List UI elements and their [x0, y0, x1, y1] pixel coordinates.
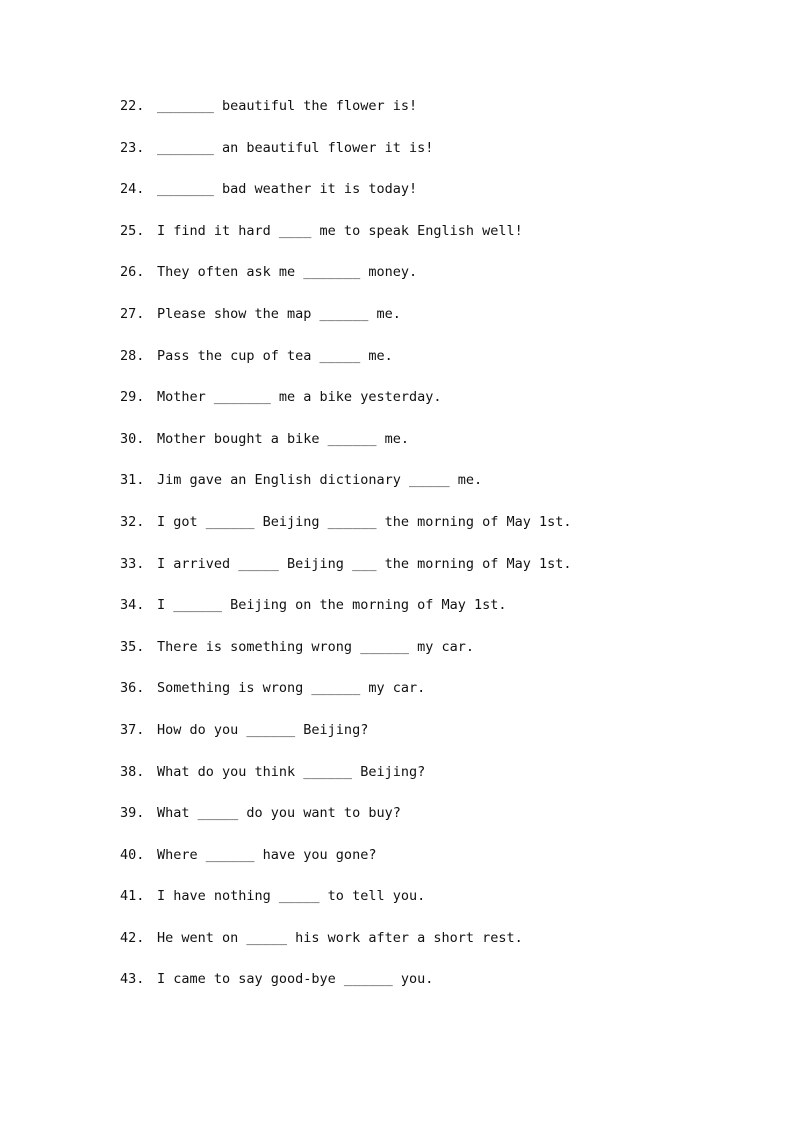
exercise-item [120, 678, 740, 720]
exercise-item [120, 221, 740, 263]
exercise-text: Something is wrong ______ my car. [157, 680, 426, 697]
exercise-text: How do you ______ Beijing? [157, 721, 369, 738]
exercise-number: 34. [120, 597, 145, 614]
exercise-number: 31. [120, 472, 145, 489]
exercise-text: I find it hard ____ me to speak English well! [157, 222, 523, 239]
exercise-text: Mother bought a bike ______ me. [157, 430, 409, 447]
exercise-text: I have nothing _____ to tell you. [157, 888, 426, 905]
exercise-item [120, 346, 740, 388]
exercise-text: Pass the cup of tea _____ me. [157, 347, 393, 364]
exercise-item [120, 512, 740, 554]
exercise-item [120, 554, 740, 596]
exercise-number: 43. [120, 971, 145, 988]
exercise-number: 25. [120, 222, 145, 239]
exercise-text: I ______ Beijing on the morning of May 1st. [157, 597, 507, 614]
exercise-number: 36. [120, 680, 145, 697]
exercise-number: 29. [120, 389, 145, 406]
exercise-text: What _____ do you want to buy? [157, 805, 401, 822]
exercise-number: 35. [120, 638, 145, 655]
exercise-text: I arrived _____ Beijing ___ the morning of May 1st. [157, 555, 572, 572]
exercise-number: 42. [120, 929, 145, 946]
exercise-number: 23. [120, 139, 145, 156]
exercise-text: _______ bad weather it is today! [157, 181, 418, 198]
exercise-item [120, 928, 740, 970]
exercise-item [120, 886, 740, 928]
exercise-text: I got ______ Beijing ______ the morning of May 1st. [157, 513, 572, 530]
exercise-number: 41. [120, 888, 145, 905]
exercise-number: 33. [120, 555, 145, 572]
exercise-text: There is something wrong ______ my car. [157, 638, 474, 655]
exercise-text: I came to say good-bye ______ you. [157, 971, 434, 988]
exercise-number: 28. [120, 347, 145, 364]
exercise-text: Where ______ have you gone? [157, 846, 377, 863]
exercise-item [120, 762, 740, 804]
exercise-number: 26. [120, 264, 145, 281]
exercise-number: 27. [120, 305, 145, 322]
exercise-text: Please show the map ______ me. [157, 305, 401, 322]
exercise-number: 24. [120, 181, 145, 198]
exercise-number: 30. [120, 430, 145, 447]
exercise-item [120, 387, 740, 429]
exercise-number: 37. [120, 721, 145, 738]
exercise-item [120, 429, 740, 471]
exercise-number: 40. [120, 846, 145, 863]
exercise-number: 39. [120, 805, 145, 822]
exercise-item [120, 595, 740, 637]
exercise-number: 22. [120, 98, 145, 114]
exercise-number: 32. [120, 513, 145, 530]
exercise-item [120, 179, 740, 221]
exercise-text: _______ an beautiful flower it is! [157, 139, 434, 156]
exercise-text: He went on _____ his work after a short rest. [157, 929, 523, 946]
exercise-text: They often ask me _______ money. [157, 264, 418, 281]
exercise-item [120, 138, 740, 180]
exercise-item [120, 720, 740, 762]
exercise-list [120, 96, 740, 1011]
exercise-text: What do you think ______ Beijing? [157, 763, 426, 780]
exercise-item [120, 637, 740, 679]
exercise-item [120, 969, 740, 1011]
exercise-text: _______ beautiful the flower is! [157, 98, 418, 114]
exercise-text: Mother _______ me a bike yesterday. [157, 389, 442, 406]
exercise-item [120, 470, 740, 512]
exercise-item [120, 262, 740, 304]
exercise-item [120, 304, 740, 346]
exercise-item [120, 96, 740, 138]
exercise-item [120, 803, 740, 845]
exercise-text: Jim gave an English dictionary _____ me. [157, 472, 483, 489]
exercise-item [120, 845, 740, 887]
exercise-number: 38. [120, 763, 145, 780]
